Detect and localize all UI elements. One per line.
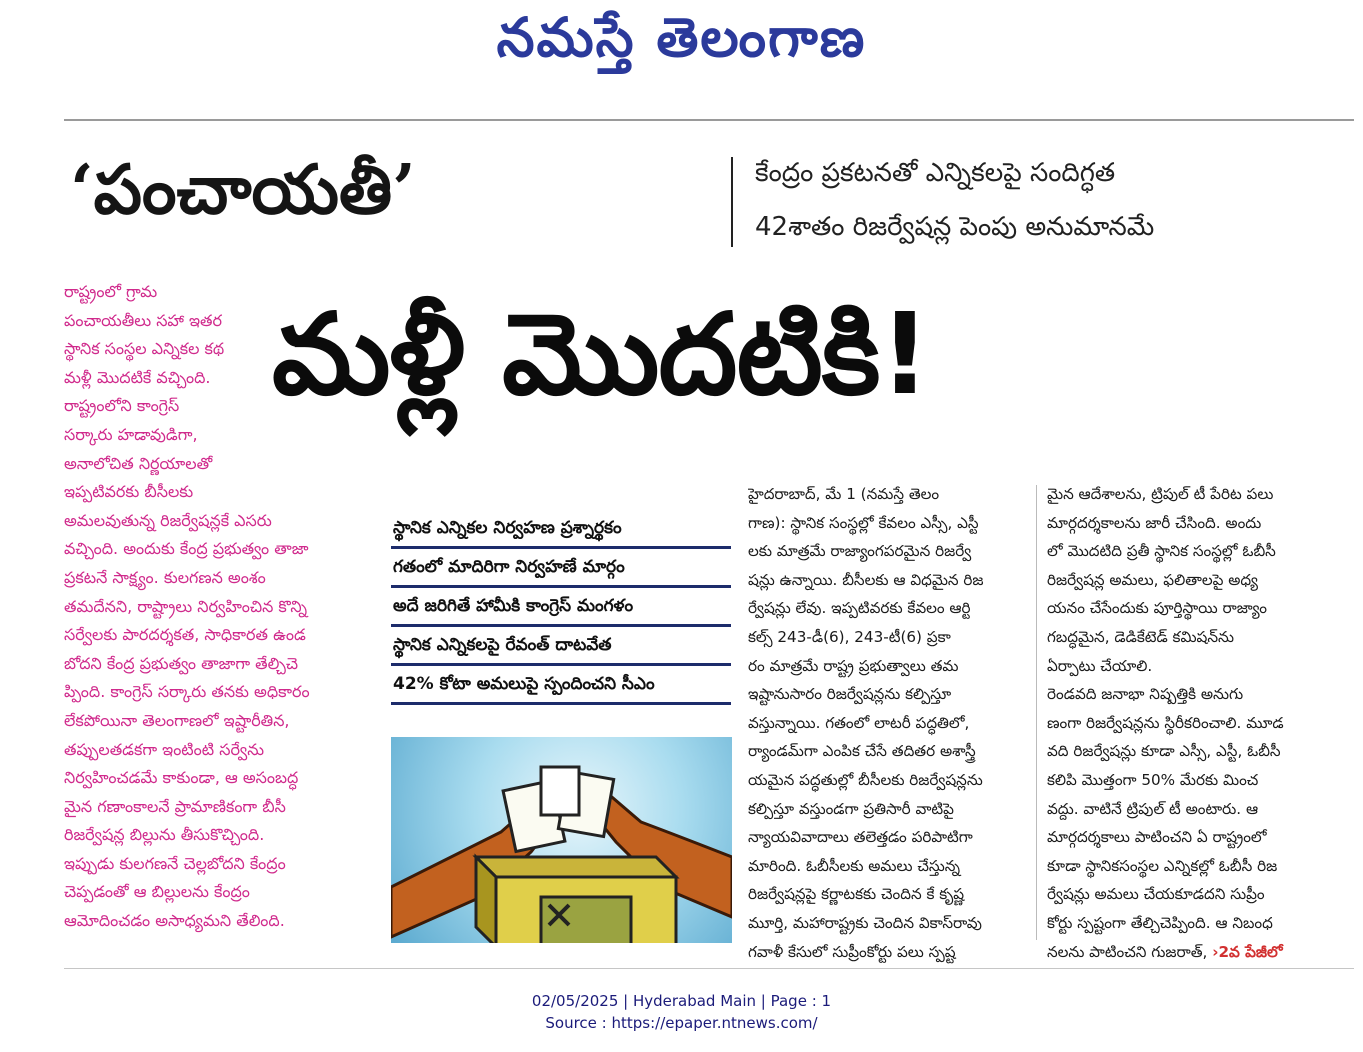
highlight-item: స్థానిక ఎన్నికల నిర్వహణ ప్రశ్నార్థకం: [391, 510, 731, 549]
lead-line: సర్వేలకు పారదర్శకత, సాధికారత ఉండ: [64, 625, 306, 645]
lead-line: ప్రకటనే సాక్ష్యం. కులగణన అంశం: [64, 567, 266, 587]
ballot-box-graphic: [391, 737, 732, 943]
body-column-left: [748, 480, 1020, 966]
footer-source[interactable]: Source : https://epaper.ntnews.com/: [545, 1014, 818, 1032]
body-line: కల్పిస్తూ వస్తుండగా ప్రతిసారీ వాటిపై: [748, 799, 954, 818]
body-line: వద్దు. వాటినే ట్రిపుల్ టీ అంటారు. ఆ: [1047, 799, 1259, 818]
lead-line: రాష్ట్రంలో గ్రామ: [64, 282, 158, 301]
lead-line: మైన గణాంకాలనే ప్రామాణికంగా బీసీ: [64, 796, 286, 816]
footer-edition-info: 02/05/2025 | Hyderabad Main | Page : 1: [531, 992, 832, 1010]
lead-line: తప్పులతడకగా ఇంటింటి సర్వేను: [64, 739, 265, 759]
body-line: వది రిజర్వేషన్లు కూడా ఎస్సీ, ఎస్టీ, ఓబీసీ: [1047, 742, 1281, 761]
body-line-text: నలను పాటించని గుజరాత్,: [1047, 942, 1208, 961]
body-line: కూడా స్థానికసంస్థల ఎన్నికల్లో ఓబీసీ రిజ: [1047, 856, 1278, 875]
body-line: కలిపి మొత్తంగా 50% మేరకు మించ: [1047, 770, 1259, 789]
lead-line: అమలవుతున్న రిజర్వేషన్లకే ఎసరు: [64, 510, 272, 530]
body-line: కల్స్ 243-డీ(6), 243-టీ(6) ప్రకా: [748, 627, 951, 646]
footer-divider: [64, 968, 1354, 969]
lead-line: ఆమోదించడం అసాధ్యమని తేలింది.: [64, 911, 285, 931]
lead-paragraph: [64, 278, 344, 936]
body-line: యమైన పద్ధతుల్లో బీసీలకు రిజర్వేషన్లను: [748, 770, 983, 789]
ballot-box-illustration: [391, 737, 732, 943]
body-line: షన్లు ఉన్నాయి. బీసీలకు ఆ విధమైన రిజ: [748, 570, 984, 589]
body-line-last: [1047, 938, 1319, 967]
highlight-item: అదే జరిగితే హామీకి కాంగ్రెస్ మంగళం: [391, 588, 731, 627]
lead-line: ఇప్పుడు కులగణనే చెల్లబోదని కేంద్రం: [64, 853, 286, 873]
lead-line: ఇప్పటివరకు బీసీలకు: [64, 482, 194, 502]
body-line: మైన ఆదేశాలను, ట్రిపుల్ టీ పేరిట పలు: [1047, 485, 1274, 503]
lead-line: అనాలోచిత నిర్ణయాలతో: [64, 453, 213, 473]
lead-line: పంచాయతీలు సహా ఇతర: [64, 310, 222, 330]
headline-kicker: ‘పంచాయతీ’: [70, 150, 416, 230]
deck-line-1: కేంద్రం ప్రకటనతో ఎన్నికలపై సందిగ్ధత: [755, 158, 1116, 188]
deck-divider: [731, 157, 733, 247]
body-line: ర్వేషన్లు లేవు. ఇప్పటివరకు కేవలం ఆర్టి: [748, 599, 971, 618]
masthead-divider: [64, 119, 1354, 121]
body-line: రం మాత్రమే రాష్ట్ర ప్రభుత్వాలు తమ: [748, 656, 959, 675]
body-line: హైదరాబాద్, మే 1 (నమస్తే తెలం: [748, 485, 940, 503]
highlight-item: స్థానిక ఎన్నికలపై రేవంత్ దాటవేత: [391, 627, 731, 666]
body-line: మార్గదర్శకాలను జారీ చేసింది. అందు: [1047, 513, 1262, 532]
lead-line: నిర్వహించడమే కాకుండా, ఆ అసంబద్ధ: [64, 768, 299, 788]
body-line: గబద్ధమైన, డెడికేటెడ్ కమిషన్‌ను: [1047, 627, 1234, 646]
lead-line: లేకపోయినా తెలంగాణలో ఇష్టారీతిన,: [64, 710, 290, 730]
body-line: రిజర్వేషన్ల అమలు, ఫలితాలపై అధ్య: [1047, 570, 1258, 589]
body-line: న్యాయవివాదాలు తలెత్తడం పరిపాటిగా: [748, 828, 973, 847]
lead-line: రిజర్వేషన్ల బిల్లును తీసుకొచ్చింది.: [64, 825, 265, 845]
lead-line: వచ్చింది. అందుకు కేంద్ర ప్రభుత్వం తాజా: [64, 539, 309, 559]
body-line: ణంగా రిజర్వేషన్లను స్థిరీకరించాలి. మూడ: [1047, 713, 1284, 732]
newspaper-masthead: నమస్తే తెలంగాణ: [496, 6, 867, 69]
lead-line: స్థానిక సంస్థల ఎన్నికల కథ: [64, 339, 225, 359]
body-line: ర్వేషన్లు అమలు చేయకూడదని సుప్రీం: [1047, 885, 1265, 904]
lead-line: బోదని కేంద్ర ప్రభుత్వం తాజాగా తేల్చిచె: [64, 653, 299, 673]
body-line: రెండవది జనాభా నిష్పత్తికి అనుగు: [1047, 685, 1244, 704]
lead-line: ప్పింది. కాంగ్రెస్ సర్కారు తనకు అధికారం: [64, 682, 310, 702]
main-headline: మళ్లీ మొదటికి!: [272, 290, 930, 420]
lead-line: చెప్పడంతో ఆ బిల్లులను కేంద్రం: [64, 882, 250, 902]
body-line: రిజర్వేషన్లపై కర్ణాటకకు చెందిన కే కృష్ణ: [748, 885, 965, 904]
jump-arrow-icon: ›: [1212, 942, 1219, 961]
body-line: లకు మాత్రమే రాజ్యాంగపరమైన రిజర్వే: [748, 542, 972, 561]
body-line: ర్యాండమ్‌గా ఎంపిక చేసే తదితర అశాస్త్రీ: [748, 742, 976, 761]
body-line: ఏర్పాటు చేయాలి.: [1047, 656, 1153, 675]
lead-line: మళ్లీ మొదటికే వచ్చింది.: [64, 367, 211, 387]
body-line: వస్తున్నాయి. గతంలో లాటరీ పద్ధతిలో,: [748, 713, 970, 732]
body-line: మార్గదర్శకాలు పాటించని ఏ రాష్ట్రంలో: [1047, 828, 1267, 847]
lead-line: తమదేనని, రాష్ట్రాలు నిర్వహించిన కొన్ని: [64, 596, 308, 616]
column-divider: [1036, 485, 1037, 940]
deck-line-2: 42శాతం రిజర్వేషన్ల పెంపు అనుమానమే: [755, 212, 1155, 242]
body-line: ఇష్టానుసారం రిజర్వేషన్లను కల్పిస్తూ: [748, 685, 952, 704]
body-line: యనం చేసేందుకు పూర్తిస్థాయి రాజ్యాం: [1047, 599, 1267, 618]
highlights-box: [391, 510, 731, 705]
highlight-item: 42% కోటా అమలుపై స్పందించని సీఎం: [391, 666, 731, 705]
body-line: మూర్తి, మహారాష్ట్రకు చెందిన వికాస్‌రావు: [748, 913, 982, 932]
highlight-item: గతంలో మాదిరిగా నిర్వహణే మార్గం: [391, 549, 731, 588]
continued-on-page-link[interactable]: 2వ పేజీలో: [1218, 942, 1283, 961]
body-line: మారింది. ఓబీసీలకు అమలు చేస్తున్న: [748, 856, 960, 875]
lead-line: రాష్ట్రంలోని కాంగ్రెస్: [64, 396, 180, 416]
body-line: కోర్టు స్పష్టంగా తేల్చిచెప్పింది. ఆ నిబంధ: [1047, 913, 1273, 932]
lead-line: సర్కారు హడావుడిగా,: [64, 424, 198, 444]
body-line: గవాళీ కేసులో సుప్రీంకోర్టు పలు స్పష్ట: [748, 942, 956, 961]
body-line: లో మొదటిది ప్రతీ స్థానిక సంస్థల్లో ఓబీసీ: [1047, 542, 1276, 561]
body-line: గాణ): స్థానిక సంస్థల్లో కేవలం ఎస్సీ, ఎస్టీ: [748, 513, 979, 532]
body-column-right: [1047, 480, 1319, 966]
